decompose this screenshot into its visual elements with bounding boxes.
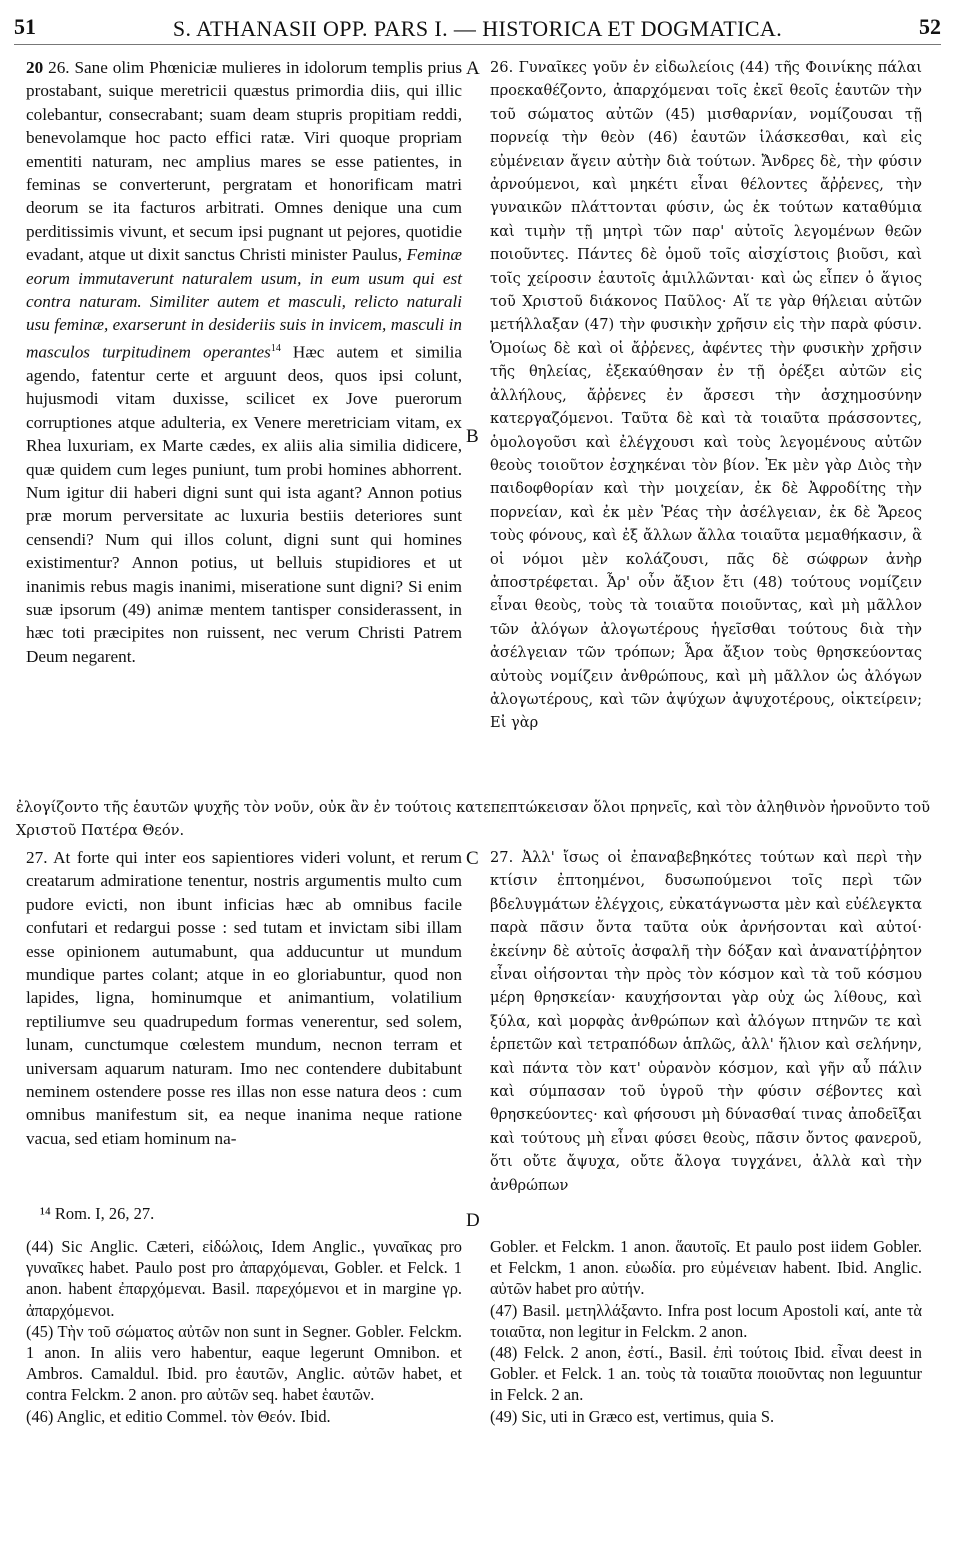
section-ref-number: 20 <box>26 58 44 77</box>
margin-marker-a: A <box>466 58 480 79</box>
latin-text-26: 26. Sane olim Phœniciæ mulieres in idolorum templis prius prostabant, suique meretricii quæstus primordia diis, qui illic colebantur, consecrabant; suam deam stupris propitiam reddi, benevolamque hoc pacto effici ratæ. Viri quoque propriam ementiti naturam, nec amplius mares se esse patientes, in feminas se converterunt, pergratam et honorificam matri deorum se ita facturos arbitrati. Omnes denique una cum perditissimis vivunt, et secum ipsi pugnant ut pejores, quotidie evadant, atque ut dixit sanctus Christi minister Paulus, <box>26 58 463 265</box>
greek-spanning-text: ἐλογίζοντο τῆς ἑαυτῶν ψυχῆς τὸν νοῦν, οὐκ ἂν ἐν τούτοις κατεπεπτώκεισαν ὅλοι πρηνεῖς, καὶ τὸν ἀληθινὸν ἠρνοῦντο τοῦ Χριστοῦ Πατέρα Θεόν. <box>16 799 931 840</box>
note-48: (48) Felck. 2 anon, ἐστί., Basil. ἐπὶ τούτοις Ibid. εἶναι deest in Gobler. et Felck. 1 an. τοὺς τὰ τοιαῦτα ποιοῦντας non leguuntur in Felck. 2 an. <box>490 1343 922 1405</box>
margin-marker-b: B <box>466 426 479 447</box>
note-49: (49) Sic, uti in Græco est, vertimus, quia S. <box>490 1406 775 1426</box>
greek-paragraph-27: 27. Ἀλλ' ἴσως οἱ ἐπαναβεβηκότες τούτων καὶ περὶ τὴν κτίσιν ἐπτοημένοι, δυσωπούμενοι τοῖς περὶ τῶν βδελυγμάτων ἐλέγχοις, εὐκατάγνωστα μὲν καὶ εὐέλεγκτα παρὰ πᾶσιν ὄντα ταῦτα οὐκ ἀρνήσονται καὶ αὐτοί· ἐκείνην δὲ αὐτοῖς ἀσφαλῆ τὴν δόξαν καὶ ἀνανατίῤῥητον εἶναι οἰήσονται τὴν πρὸς τὸν κόσμον καὶ τὰ τοῦ κόσμου μέρη θρησκείαν· καυχήσονται γὰρ οὐχ ὡς λίθους, καὶ ξύλα, καὶ μορφὰς ἀνθρώπων καὶ ἀλόγων πτηνῶν τε καὶ ἑρπετῶν καὶ τετραπόδων ἁπλῶς, ἀλλ' ἥλιον καὶ σελήνην, καὶ πάντα τὸν κατ' οὐρανὸν κόσμον, καὶ γῆν αὖ πάλιν καὶ σύμπασαν τοῦ ὑγροῦ τὴν φύσιν σέβοντες καὶ θρησκεύοντες· καὶ φήσουσι μὴ δύνασθαί τινας ἀποδεῖξαι καὶ τούτους μὴ εἶναι φύσει θεοὺς, πᾶσιν ὄντος φανεροῦ, ὅτι οὔτε ἄψυχα, οὔτε ἄλογα τυγχάνει, ἀλλὰ καὶ τὴν ἀνθρώπων <box>490 849 922 1194</box>
greek-paragraph-26: 26. Γυναῖκες γοῦν ἐν εἰδωλείοις (44) τῆς Φοινίκης πάλαι προεκαθέζοντο, ἀπαρχόμεναι τοῖς ἐκεῖ θεοῖς ἑαυτῶν τὴν τοῦ σώματος αὐτῶν (45) μισθαρνίαν, νομίζουσαι τῇ πορνείᾳ τὴν θεὸν (46) ἑαυτῶν ἱλάσκεσθαι, καὶ εἰς εὐμένειαν ἄγειν αὐτὴν διὰ τούτων. Ἄνδρες δὲ, τὴν φύσιν ἀρνούμενοι, καὶ μηκέτι εἶναι θέλοντες ἄῤῥενες, τὴν γυναικῶν πλάττονται φύσιν, ὡς ἐκ τούτων καταθύμια καὶ τιμὴν τῇ μητρὶ τῶν παρ' αὐτοῖς λεγομένων θεῶν ποιοῦντες. Πάντες δὲ ὁμοῦ τοῖς αἰσχίστοις βιοῦσι, καὶ τοῖς χείροσιν ἑαυτοῖς ἁμιλλῶνται· καὶ ὡς εἶπεν ὁ ἅγιος τοῦ Χριστοῦ διάκονος Παῦλος· Αἵ τε γὰρ θήλειαι αὐτῶν μετήλλαξαν (47) τὴν φυσικὴν χρῆσιν εἰς τὴν παρὰ φύσιν. Ὁμοίως δὲ καὶ οἱ ἄῤῥενες, ἀφέντες τὴν φυσικὴν χρῆσιν τῆς θηλείας, ἐξεκαύθησαν ἐν τῇ ὀρέξει αὐτῶν εἰς ἀλλήλους, ἄῤῥενες ἐν ἄρσεσι τὴν ἀσχημοσύνην κατεργαζόμενοι. Ταῦτα δὲ καὶ τὰ τοιαῦτα πράσσοντες, ὁμολογοῦσι καὶ ἐλέγχουσι καὶ τοὺς λεγομένους αὐτῶν θεοὺς τοιοῦτον ἐσχηκέναι τὸν βίον. Ἐκ μὲν γὰρ Διὸς τὴν παιδοφθορίαν καὶ τὴν μοιχείαν, ἐκ δὲ Ἀφροδίτης τὴν πορνείαν, καὶ ἐκ μὲν Ῥέας τὴν ἀσέλγειαν, ἐκ δὲ Ἄρεος τοὺς φόνους, καὶ ἐξ ἄλλων ἄλλα τοιαῦτα μεμαθήκασιν, ἃ οἱ νόμοι μὲν κολάζουσι, πᾶς δὲ σώφρων ἀνὴρ ἀποστρέφεται. Ἆρ' οὖν ἄξιον ἔτι (48) τούτους νομίζειν εἶναι θεοὺς, τοὺς τὰ τοιαῦτα ποιοῦντας, καὶ μὴ μᾶλλον τῶν ἀλόγων ἀλογωτέρους ἡγεῖσθαι τούτους διὰ τὴν ἀσέλγειαν τῶν τρόπων; Ἆρα ἄξιον τοὺς θρησκεύοντας αὐτοὺς νομίζειν ἀνθρώπους, καὶ μὴ μᾶλλον ὡς ἀλόγων ἀλογωτέρους, καὶ τῶν ἀψύχων ἀψυχοτέρους, οἰκτείρειν; Εἰ γὰρ <box>490 59 922 732</box>
greek-column-section-27 <box>490 846 922 1197</box>
latin-paragraph-27: 27. At forte qui inter eos sapientiores videri volunt, et rerum creatarum admiratione tenentur, nostris argumentis multo cum pudore evicti, non ibunt inficias hæc ab omnibus facile confutari et redargui posse : sed tutam et invictam sibi illam esse opinionem autumabunt, qua adducuntur ut mundum mundique partes colant; atque in eo gloriabuntur, quod non lapides, ligna, hominumque et animantium, volatilium reptiliumve seu quadrupedum formas venerentur, sed solem, lunam, cunctumque cœlestem mundum, necnon terram et universam aquarum naturam. Imo nec contendere dubitabunt neminem ostendere posse res illas non esse natura deos : cum omnibus manifestum sit, ea neque inanima neque ratione vacua, sed etiam hominum na- <box>26 848 462 1148</box>
latin-column-section-27 <box>26 846 462 1150</box>
page-number-right: 52 <box>919 14 941 39</box>
greek-spanning-line <box>16 796 941 843</box>
note-45: (45) Τὴν τοῦ σώματος αὐτῶν non sunt in Segner. Gobler. Felckm. 1 anon. In aliis vero habentur, eaque legerunt Omnibon. et Ambros. Camaldul. Ibid. pro ἑαυτῶν, Anglic. αὐτῶν habet, et contra Felckm. 2 anon. pro αὐτῶν seq. habet ἑαυτῶν. <box>26 1321 462 1405</box>
latin-paragraph-26 <box>26 56 462 668</box>
greek-column-section-26 <box>490 56 922 735</box>
margin-marker-d: D <box>466 1210 480 1231</box>
running-title: S. ATHANASII OPP. PARS I. — HISTORICA ET DOGMATICA. <box>172 16 783 41</box>
note-46: (46) Anglic, et editio Commel. τὸν Θεόν. Ibid. <box>26 1406 331 1426</box>
page-number-left: 51 <box>14 14 36 39</box>
critical-notes-left <box>26 1236 462 1427</box>
latin-column-section-26 <box>26 56 462 668</box>
latin-text-26-continued: Hæc autem et similia agendo, fatentur certe et arguunt deos, quos ipsi colunt, hujusmodi vitam duxisse, scilicet ex Jove puerorum corruptiones atque adulteria, ex Venere meretriciam vitam, ex Rhea luxuriam, ex Marte cædes, ex aliis alia similia didicere, quæ quidem cum leges puniunt, tum probi homines abhorrent. Num igitur dii haberi digni sunt qui ista agant? Annon potius præ morum perversitate ac luxuria bestiis deteriores sunt censendi? Num qui illos colunt, digni sunt qui homines existimentur? Annon potius, ut belluis stupidiores et ut inanimis rebus magis inanimi, miseratione sunt digni? Si enim suæ ipsorum (49) animæ mentem tantisper considerassent, in hæc toti præcipites non ruissent, nec verum Christi Patrem Deum negarent. <box>26 342 462 666</box>
note-47: (47) Basil. μετηλλάξαντο. Infra post locum Apostoli καί, ante τὰ τοιαῦτα, non legitur in Felckm. 2 anon. <box>490 1300 922 1341</box>
margin-marker-c: C <box>466 848 479 869</box>
note-46-continued: Gobler. et Felckm. 1 anon. ἅαυτοῖς. Et paulo post iidem Gobler. et Felckm, 1 anon. εὐωδία. pro εὐμένειαν habent. Ibid. Anglic. αὐτῶν habet pro αὐτήν. <box>490 1237 922 1299</box>
scripture-footnote: ¹⁴ Rom. I, 26, 27. <box>40 1204 155 1223</box>
critical-notes-right <box>490 1236 922 1427</box>
page-header <box>14 14 941 45</box>
footnote-marker-14: 14 <box>270 342 281 354</box>
note-44: (44) Sic Anglic. Cæteri, εἰδώλοις, Idem Anglic., γυναῖκας pro γυναῖκες habet. Paulo post pro ἀπαρχόμεναι, Gobler. et Felck. 1 anon. habent ἐπαρχόμεναι. Basil. παρεχόμενοι et in margine γρ. ἀπαρχόμενοι. <box>26 1237 462 1320</box>
latin-quotation-italic: Feminæ eorum immutaverunt naturalem usum, in eum usum qui est contra naturam. Similiter autem et masculi, relicto naturali usu feminæ, exarserunt in desideriis suis in invicem, masculi in masculos turpitudinem operantes <box>26 245 463 362</box>
